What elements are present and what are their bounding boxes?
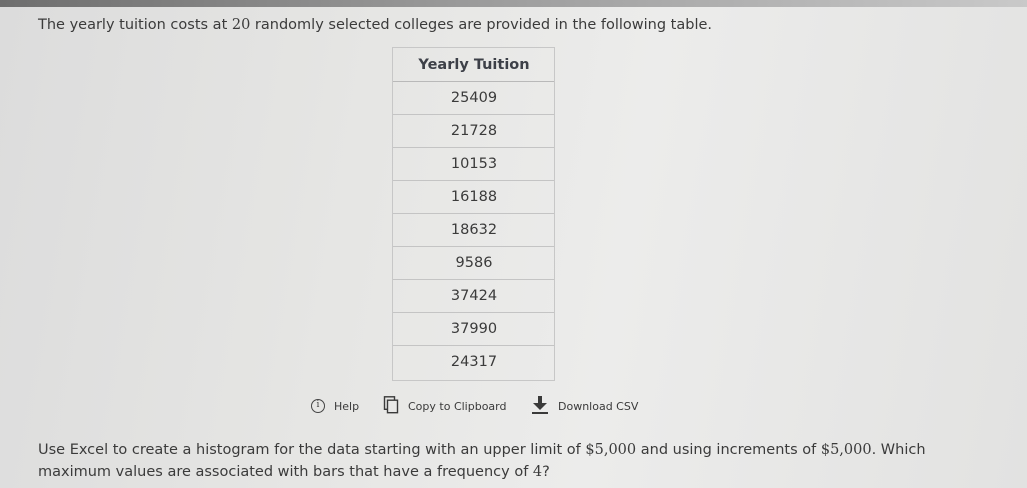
table-cell: 10153 [393, 148, 555, 181]
intro-part-2: randomly selected colleges are provided in the following table. [250, 17, 713, 33]
table-cell: 25409 [393, 82, 555, 115]
table-row [393, 115, 555, 148]
table-row [393, 82, 555, 115]
question-part-2: and using increments of [636, 442, 821, 458]
download-icon [531, 395, 549, 418]
question-text [38, 439, 938, 483]
question-part-3: . Which maximum values are associated with bars that have a frequency of [38, 442, 926, 480]
table-cell: 37424 [393, 280, 555, 313]
table-row [393, 346, 555, 379]
question-panel [0, 7, 1027, 488]
table-row [393, 313, 555, 346]
table-row [393, 247, 555, 280]
table-header-row [393, 48, 555, 82]
intro-part-1: The yearly tuition costs at [38, 17, 232, 33]
upper-limit-value: $5,000 [585, 442, 637, 458]
window-top-edge [0, 0, 1027, 7]
college-count: 20 [231, 17, 251, 33]
question-part-1: Use Excel to create a histogram for the data starting with an upper limit of [38, 442, 586, 458]
clipboard-icon [383, 396, 399, 417]
increment-value: $5,000 [820, 442, 872, 458]
table-cell: 21728 [393, 115, 555, 148]
table-row [393, 181, 555, 214]
info-circle-icon: i [311, 399, 325, 413]
table-cell: 37990 [393, 313, 555, 346]
help-button[interactable] [311, 393, 359, 419]
tuition-table [393, 48, 555, 378]
table-row [393, 280, 555, 313]
copy-to-clipboard-button[interactable] [383, 393, 506, 419]
table-cell: 18632 [393, 214, 555, 247]
download-label: Download CSV [558, 399, 639, 413]
help-label: Help [334, 399, 360, 413]
frequency-value: 4 [532, 464, 543, 480]
intro-text [38, 17, 712, 33]
table-cell: 16188 [393, 181, 555, 214]
copy-label: Copy to Clipboard [408, 399, 507, 413]
data-toolbar [0, 393, 1027, 419]
table-row [393, 214, 555, 247]
download-csv-button[interactable] [531, 393, 638, 419]
question-part-4: ? [542, 464, 550, 480]
table-row [393, 148, 555, 181]
column-header-yearly-tuition: Yearly Tuition [393, 48, 555, 82]
table-cell: 24317 [393, 346, 555, 379]
table-cell: 9586 [393, 247, 555, 280]
